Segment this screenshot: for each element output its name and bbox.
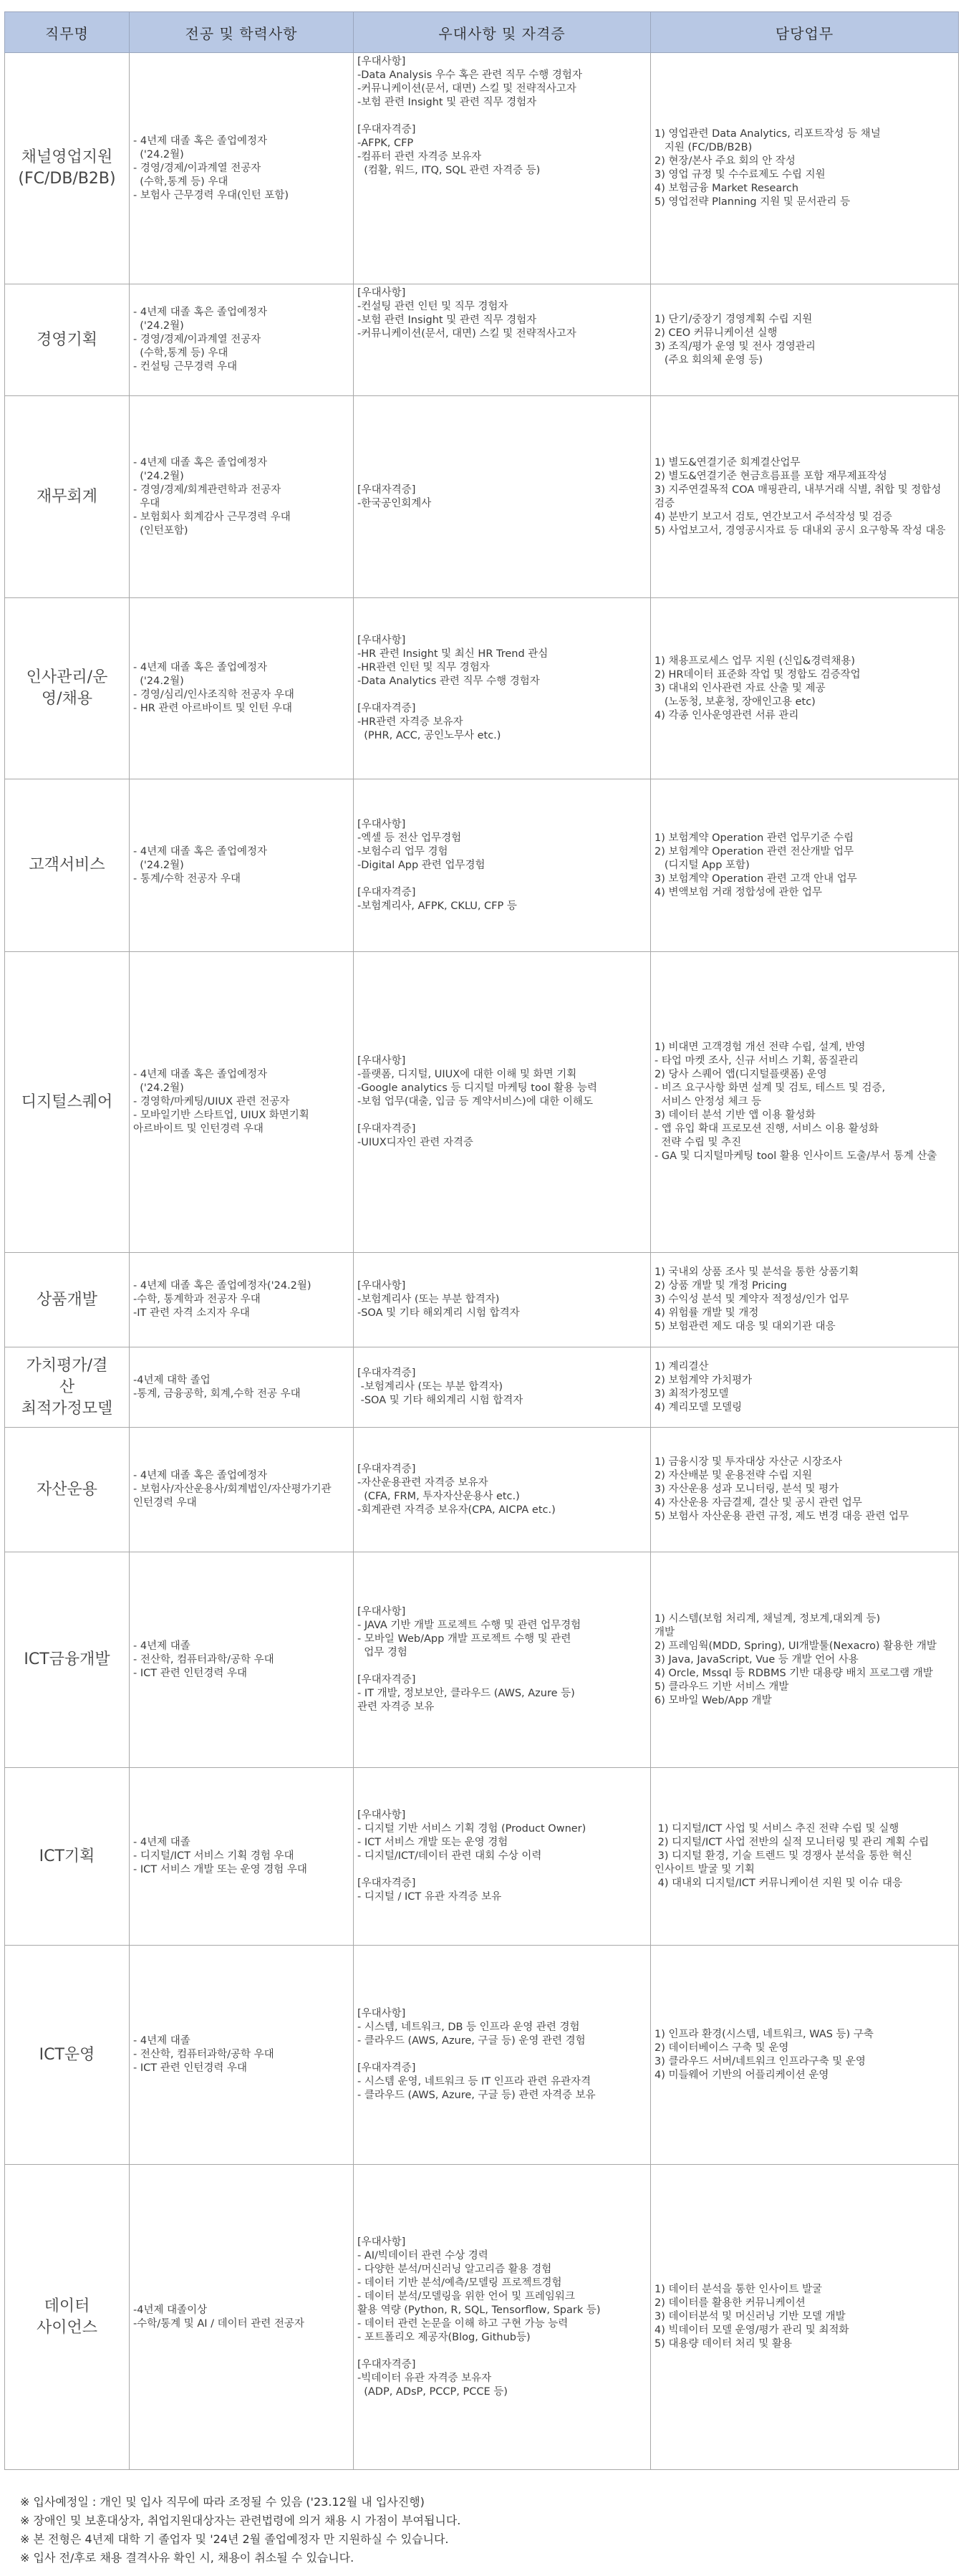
duties-cell: 1) 인프라 환경(시스템, 네트워크, WAS 등) 구축 2) 데이터베이스 구축 및 운영 3) 클라우드 서버/네트워크 인프라구축 및 운영 4) 미들웨어 기반의 어플리케이션 운영 bbox=[651, 1946, 959, 2165]
duties-cell: 1) 금융시장 및 투자대상 자산군 시장조사 2) 자산배분 및 운용전략 수립 지원 3) 자산운용 성과 모니터링, 분석 및 평가 4) 자산운용 자금결제, 결산 및 공시 관련 업무 5) 보험사 자산운용 관련 규정, 제도 변경 대응 관련 업무 bbox=[651, 1428, 959, 1552]
table-row bbox=[5, 779, 959, 952]
job-name-cell: 재무회계 bbox=[5, 396, 130, 598]
footnote: ※ 본 전형은 4년제 대학 기 졸업자 및 '24년 2월 졸업예정자 만 지원하실 수 있습니다. bbox=[20, 2532, 449, 2546]
major-cell: - 4년제 대졸 혹은 졸업예정자 ('24.2월) - 경영/경제/이과계열 전공자 (수학,통계 등) 우대 - 컨설팅 근무경력 우대 bbox=[130, 284, 354, 396]
job-name-cell: 인사관리/운 영/채용 bbox=[5, 598, 130, 779]
table-row bbox=[5, 1253, 959, 1347]
preferences-cell: [우대자격증] -자산운용관련 자격증 보유자 (CFA, FRM, 투자자산운용사 etc.) -회계관련 자격증 보유자(CPA, AICPA etc.) bbox=[354, 1428, 651, 1552]
footnote: ※ 입사예정일 : 개인 및 입사 직무에 따라 조정될 수 있음 ('23.12월 내 입사진행) bbox=[20, 2495, 425, 2509]
preferences-cell: [우대사항] -플랫폼, 디지털, UIUX에 대한 이해 및 화면 기획 -Google analytics 등 디지털 마케팅 tool 활용 능력 -보험 업무(대출, 입금 등 계약서비스)에 대한 이해도 [우대자격증] -UIUX디자인 관련 자격증 bbox=[354, 952, 651, 1253]
preferences-cell: [우대사항] -컨설팅 관련 인턴 및 직무 경험자 -보험 관련 Insight 및 관련 직무 경험자 -커뮤니케이션(문서, 대면) 스킬 및 전략적사고자 bbox=[354, 284, 651, 396]
table-row bbox=[5, 952, 959, 1253]
header-duties: 담당업무 bbox=[651, 12, 959, 53]
header-major: 전공 및 학력사항 bbox=[130, 12, 354, 53]
duties-cell: 1) 별도&연결기준 회계결산업무 2) 별도&연결기준 현금흐름표를 포함 재무제표작성 3) 지주연결목적 COA 매핑관리, 내부거래 식별, 취합 및 정합성 검증 4) 분반기 보고서 검토, 연간보고서 주석작성 및 검증 5) 사업보고서, 경영공시자료 등 대내외 공시 요구항목 작성 대응 bbox=[651, 396, 959, 598]
job-name-cell: 상품개발 bbox=[5, 1253, 130, 1347]
job-name-cell: 고객서비스 bbox=[5, 779, 130, 952]
footnote: ※ 장애인 및 보훈대상자, 취업지원대상자는 관련법령에 의거 채용 시 가점이 부여됩니다. bbox=[20, 2514, 461, 2527]
major-cell: - 4년제 대졸 혹은 졸업예정자 - 보험사/자산운용사/회계법인/자산평가기관 인턴경력 우대 bbox=[130, 1428, 354, 1552]
major-cell: -4년제 대학 졸업 -통계, 금융공학, 회계,수학 전공 우대 bbox=[130, 1347, 354, 1428]
table-row bbox=[5, 1768, 959, 1946]
preferences-cell: [우대사항] - 디지털 기반 서비스 기획 경험 (Product Owner) - ICT 서비스 개발 또는 운영 경험 - 디지털/ICT/데이터 관련 대회 수상 이력 [우대자격증] - 디지털 / ICT 유관 자격증 보유 bbox=[354, 1768, 651, 1946]
table-row bbox=[5, 1347, 959, 1428]
major-cell: - 4년제 대졸 혹은 졸업예정자 ('24.2월) - 경영학/마케팅/UIUX 관련 전공자 - 모바일기반 스타트업, UIUX 화면기획 아르바이트 및 인턴경력 우대 bbox=[130, 952, 354, 1253]
major-cell: - 4년제 대졸 - 전산학, 컴퓨터과학/공학 우대 - ICT 관련 인턴경력 우대 bbox=[130, 1552, 354, 1768]
preferences-cell: [우대자격증] -한국공인회계사 bbox=[354, 396, 651, 598]
table-row bbox=[5, 1552, 959, 1768]
major-cell: -4년제 대졸이상 -수학/통계 및 AI / 데이터 관련 전공자 bbox=[130, 2165, 354, 2470]
preferences-cell: [우대사항] - 시스템, 네트워크, DB 등 인프라 운영 관련 경험 - 클라우드 (AWS, Azure, 구글 등) 운영 관련 경험 [우대자격증] - 시스템 운영, 네트워크 등 IT 인프라 관련 유관자격 - 클라우드 (AWS, Azure, 구글 등) 관련 자격증 보유 bbox=[354, 1946, 651, 2165]
header-job-name: 직무명 bbox=[5, 12, 130, 53]
major-cell: - 4년제 대졸 혹은 졸업예정자 ('24.2월) - 경영/경제/이과계열 전공자 (수학,통계 등) 우대 - 보험사 근무경력 우대(인턴 포함) bbox=[130, 53, 354, 284]
job-name-cell: 디지털스퀘어 bbox=[5, 952, 130, 1253]
duties-cell: 1) 국내외 상품 조사 및 분석을 통한 상품기획 2) 상품 개발 및 개정 Pricing 3) 수익성 분석 및 계약자 적정성/인가 업무 4) 위험률 개발 및 개정 5) 보험관련 제도 대응 및 대외기관 대응 bbox=[651, 1253, 959, 1347]
job-name-cell: ICT기획 bbox=[5, 1768, 130, 1946]
major-cell: - 4년제 대졸 혹은 졸업예정자 ('24.2월) - 경영/심리/인사조직학 전공자 우대 - HR 관련 아르바이트 및 인턴 우대 bbox=[130, 598, 354, 779]
job-name-cell: 채널영업지원 (FC/DB/B2B) bbox=[5, 53, 130, 284]
preferences-cell: [우대사항] -HR 관련 Insight 및 최신 HR Trend 관심 -HR관련 인턴 및 직무 경험자 -Data Analytics 관련 직무 수행 경험자 [우대자격증] -HR관련 자격증 보유자 (PHR, ACC, 공인노무사 etc.) bbox=[354, 598, 651, 779]
job-name-cell: 가치평가/결 산 최적가정모델 bbox=[5, 1347, 130, 1428]
table-row bbox=[5, 284, 959, 396]
duties-cell: 1) 계리결산 2) 보험계약 가치평가 3) 최적가정모델 4) 계리모델 모델링 bbox=[651, 1347, 959, 1428]
major-cell: - 4년제 대졸 - 디지털/ICT 서비스 기획 경험 우대 - ICT 서비스 개발 또는 운영 경험 우대 bbox=[130, 1768, 354, 1946]
duties-cell: 1) 영업관련 Data Analytics, 리포트작성 등 채널 지원 (FC/DB/B2B) 2) 현장/본사 주요 회의 안 작성 3) 영업 규정 및 수수료제도 수립 지원 4) 보험금융 Market Research 5) 영업전략 Planning 지원 및 문서관리 등 bbox=[651, 53, 959, 284]
duties-cell: 1) 시스템(보험 처리계, 채널계, 정보계,대외계 등) 개발 2) 프레임웍(MDD, Spring), UI개발툴(Nexacro) 활용한 개발 3) Java, JavaScript, Vue 등 개발 언어 사용 4) Orcle, Mssql 등 RDBMS 기반 대용량 배치 프로그램 개발 5) 클라우드 기반 서비스 개발 6) 모바일 Web/App 개발 bbox=[651, 1552, 959, 1768]
footnotes bbox=[20, 2493, 460, 2567]
job-name-cell: 경영기획 bbox=[5, 284, 130, 396]
major-cell: - 4년제 대졸 - 전산학, 컴퓨터과학/공학 우대 - ICT 관련 인턴경력 우대 bbox=[130, 1946, 354, 2165]
job-name-cell: 데이터 사이언스 bbox=[5, 2165, 130, 2470]
preferences-cell: [우대자격증] -보험계리사 (또는 부분 합격자) -SOA 및 기타 해외계리 시험 합격자 bbox=[354, 1347, 651, 1428]
table-row bbox=[5, 53, 959, 284]
duties-cell: 1) 비대면 고객경험 개선 전략 수립, 설계, 반영 - 타업 마켓 조사, 신규 서비스 기획, 품질관리 2) 당사 스퀘어 앱(디지털플랫폼) 운영 - 비즈 요구사항 화면 설계 및 검토, 테스트 및 검증, 서비스 안정성 체크 등 3) 데이터 분석 기반 앱 이용 활성화 - 앱 유입 확대 프로모션 진행, 서비스 이용 활성화 전략 수립 및 추진 - GA 및 디지털마케팅 tool 활용 인사이트 도출/부서 통계 산출 bbox=[651, 952, 959, 1253]
preferences-cell: [우대사항] - AI/빅데이터 관련 수상 경력 - 다양한 분석/머신러닝 알고리즘 활용 경험 - 데이터 기반 분석/예측/모델링 프로젝트경험 - 데이터 분석/모델링을 위한 언어 및 프레임워크 활용 역량 (Python, R, SQL, Tensorflow, Spark 등) - 데이터 관련 논문을 이해 하고 구현 가능 능력 - 포트폴리오 제공자(Blog, Github등) [우대자격증] -빅데이터 유관 자격증 보유자 (ADP, ADsP, PCCP, PCCE 등) bbox=[354, 2165, 651, 2470]
major-cell: - 4년제 대졸 혹은 졸업예정자 ('24.2월) - 통계/수학 전공자 우대 bbox=[130, 779, 354, 952]
duties-cell: 1) 채용프로세스 업무 지원 (신입&경력채용) 2) HR데이터 표준화 작업 및 정합도 검증작업 3) 대내외 인사관련 자료 산출 및 제공 (노동청, 보훈청, 장애인고용 etc) 4) 각종 인사운영관련 서류 관리 bbox=[651, 598, 959, 779]
duties-cell: 1) 데이터 분석을 통한 인사이트 발굴 2) 데이터를 활용한 커뮤니케이션 3) 데이터분석 및 머신러닝 기반 모델 개발 4) 빅데이터 모델 운영/평가 관리 및 최적화 5) 대용량 데이터 처리 및 활용 bbox=[651, 2165, 959, 2470]
job-name-cell: ICT금융개발 bbox=[5, 1552, 130, 1768]
duties-cell: 1) 보험계약 Operation 관련 업무기준 수립 2) 보험계약 Operation 관련 전산개발 업무 (디지털 App 포함) 3) 보험계약 Operation 관련 고객 안내 업무 4) 변액보험 거래 정합성에 관한 업무 bbox=[651, 779, 959, 952]
table-row bbox=[5, 396, 959, 598]
table-row bbox=[5, 598, 959, 779]
table-row bbox=[5, 2165, 959, 2470]
major-cell: - 4년제 대졸 혹은 졸업예정자('24.2월) -수학, 통계학과 전공자 우대 -IT 관련 자격 소지자 우대 bbox=[130, 1253, 354, 1347]
table-row bbox=[5, 1428, 959, 1552]
job-table bbox=[4, 11, 959, 2470]
preferences-cell: [우대사항] -보험계리사 (또는 부분 합격자) -SOA 및 기타 해외계리 시험 합격자 bbox=[354, 1253, 651, 1347]
table-header bbox=[5, 12, 959, 53]
table-body bbox=[5, 53, 959, 2470]
preferences-cell: [우대사항] -엑셀 등 전산 업무경험 -보험수리 업무 경험 -Digital App 관련 업무경험 [우대자격증] -보험계리사, AFPK, CKLU, CFP 등 bbox=[354, 779, 651, 952]
job-name-cell: ICT운영 bbox=[5, 1946, 130, 2165]
footnote: ※ 입사 전/후로 채용 결격사유 확인 시, 채용이 취소될 수 있습니다. bbox=[20, 2551, 354, 2565]
duties-cell: 1) 단기/중장기 경영계획 수립 지원 2) CEO 커뮤니케이션 실행 3) 조직/평가 운영 및 전사 경영관리 (주요 회의체 운영 등) bbox=[651, 284, 959, 396]
preferences-cell: [우대사항] - JAVA 기반 개발 프로젝트 수행 및 관련 업무경험 - 모바일 Web/App 개발 프로젝트 수행 및 관련 업무 경험 [우대자격증] - IT 개발, 정보보안, 클라우드 (AWS, Azure 등) 관련 자격증 보유 bbox=[354, 1552, 651, 1768]
major-cell: - 4년제 대졸 혹은 졸업예정자 ('24.2월) - 경영/경제/회계관련학과 전공자 우대 - 보험회사 회계감사 근무경력 우대 (인턴포함) bbox=[130, 396, 354, 598]
table-row bbox=[5, 1946, 959, 2165]
preferences-cell: [우대사항] -Data Analysis 우수 혹은 관련 직무 수행 경험자 -커뮤니케이션(문서, 대면) 스킬 및 전략적사고자 -보험 관련 Insight 및 관련 직무 경험자 [우대자격증] -AFPK, CFP -컴퓨터 관련 자격증 보유자 (컴활, 워드, ITQ, SQL 관련 자격증 등) bbox=[354, 53, 651, 284]
job-name-cell: 자산운용 bbox=[5, 1428, 130, 1552]
duties-cell: 1) 디지털/ICT 사업 및 서비스 추진 전략 수립 및 실행 2) 디지털/ICT 사업 전반의 실적 모니터링 및 관리 계획 수립 3) 디지털 환경, 기술 트렌드 및 경쟁사 분석을 통한 혁신 인사이트 발굴 및 기획 4) 대내외 디지털/ICT 커뮤니케이션 지원 및 이슈 대응 bbox=[651, 1768, 959, 1946]
header-preferences: 우대사항 및 자격증 bbox=[354, 12, 651, 53]
